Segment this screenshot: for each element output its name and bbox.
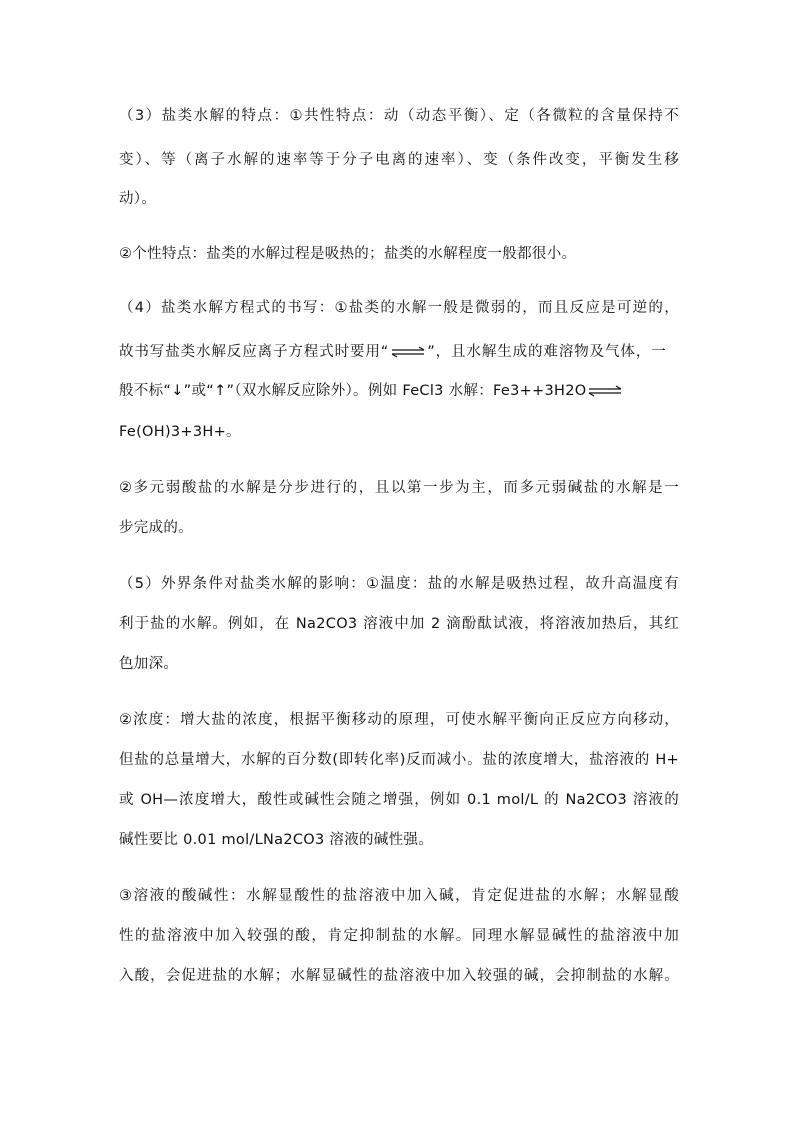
paragraph-4-line-4: Fe(OH)3+3H+。 (119, 424, 241, 440)
reversible-arrow-icon (390, 346, 426, 358)
paragraph-3-line-2: 变）、等（离子水解的速率等于分子电离的速率）、变（条件改变，平衡发生移 (119, 152, 679, 168)
paragraph-4-line-2-after: ”，且水解生成的难溶物及气体，一 (427, 344, 667, 360)
paragraph-5b-line-2: 但盐的总量增大，水解的百分数(即转化率)反而减小。盐的浓度增大，盐溶液的 H+ (119, 752, 679, 768)
reversible-arrow-icon (587, 385, 623, 397)
paragraph-5-line-3: 色加深。 (119, 656, 179, 672)
paragraph-5c-line-2: 性的盐溶液中加入较强的酸，肯定抑制盐的水解。同理水解显碱性的盐溶液中加 (119, 928, 679, 944)
paragraph-4-line-2 (119, 342, 667, 362)
paragraph-3-line-3: 动）。 (119, 191, 157, 207)
paragraph-4-line-3 (119, 381, 624, 401)
paragraph-5-line-2: 利于盐的水解。例如，在 Na2CO3 溶液中加 2 滴酚酞试液，将溶液加热后，其红 (119, 616, 679, 632)
paragraph-4-line-3-before: 般不标“↓”或“↑”（双水解反应除外）。例如 FeCl3 水解：Fe3++3H2O (119, 383, 587, 399)
paragraph-5b-line-4: 碱性要比 0.01 mol/LNa2CO3 溶液的碱性强。 (119, 832, 434, 848)
paragraph-5c-line-3: 入酸，会促进盐的水解；水解显碱性的盐溶液中加入较强的碱，会抑制盐的水解。 (119, 968, 679, 984)
paragraph-5c-line-1: ③溶液的酸碱性：水解显酸性的盐溶液中加入碱，肯定促进盐的水解；水解显酸 (119, 888, 679, 904)
paragraph-5-line-1: （5）外界条件对盐类水解的影响：①温度：盐的水解是吸热过程，故升高温度有 (119, 576, 679, 592)
paragraph-4-line-1: （4）盐类水解方程式的书写：①盐类的水解一般是微弱的，而且反应是可逆的， (119, 300, 679, 316)
paragraph-3-line-1: （3）盐类水解的特点：①共性特点：动（动态平衡）、定（各微粒的含量保持不 (119, 108, 679, 124)
paragraph-3b-line-1: ②个性特点：盐类的水解过程是吸热的；盐类的水解程度一般都很小。 (119, 246, 577, 262)
paragraph-5b-line-3: 或 OH—浓度增大，酸性或碱性会随之增强，例如 0.1 mol/L 的 Na2CO3 溶液的 (119, 792, 679, 808)
paragraph-4b-line-1: ②多元弱酸盐的水解是分步进行的，且以第一步为主，而多元弱碱盐的水解是一 (119, 480, 679, 496)
paragraph-4-line-2-before: 故书写盐类水解反应离子方程式时要用“ (119, 344, 390, 360)
paragraph-4b-line-2: 步完成的。 (119, 520, 193, 536)
paragraph-5b-line-1: ②浓度：增大盐的浓度，根据平衡移动的原理，可使水解平衡向正反应方向移动， (119, 712, 679, 728)
